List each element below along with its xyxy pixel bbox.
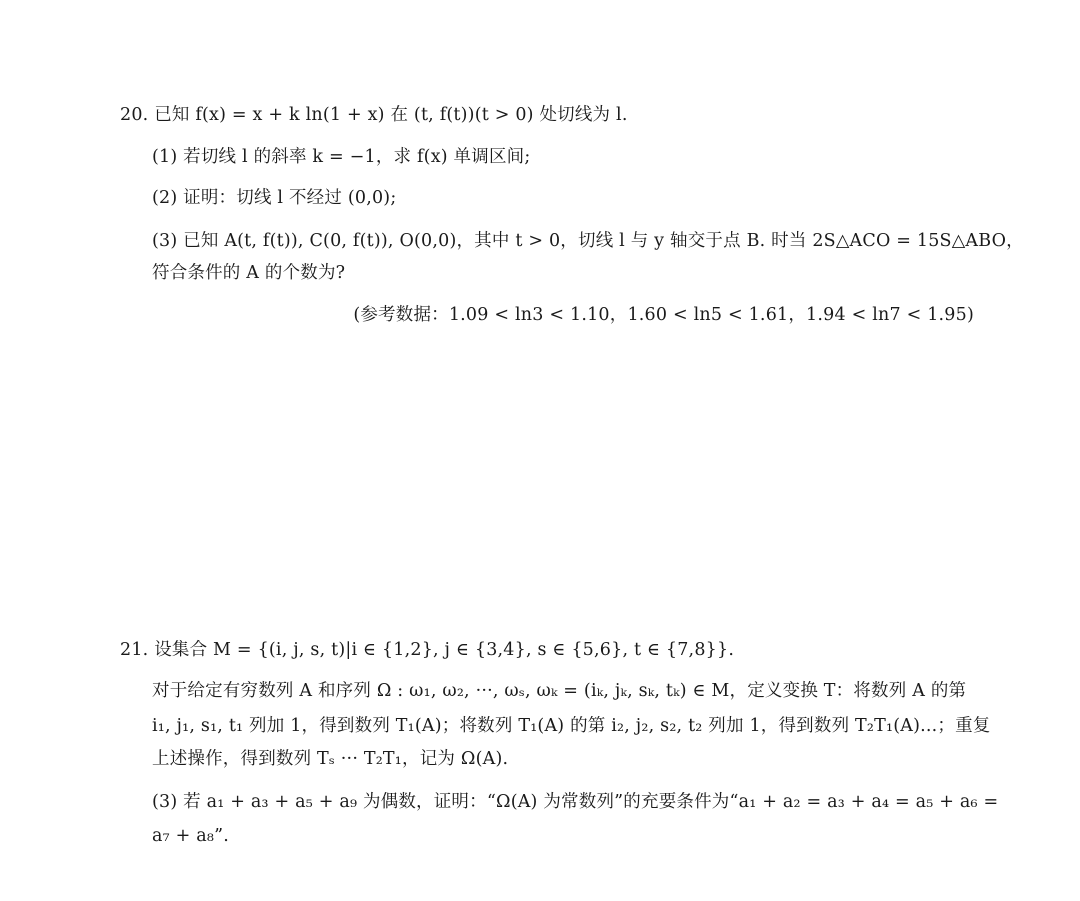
problem-20-part-3-continuation: 符合条件的 A 的个数为? xyxy=(152,263,346,283)
problem-21-body-line-3: 上述操作，得到数列 Tₛ ··· T₂T₁，记为 Ω(A). xyxy=(152,749,509,769)
problem-20-part-1: (1) 若切线 l 的斜率 k = −1，求 f(x) 单调区间; xyxy=(152,147,531,167)
reference-data-note: (参考数据：1.09 < ln3 < 1.10，1.60 < ln5 < 1.61，1.94 < ln7 < 1.95) xyxy=(353,305,974,325)
problem-20-part-3: (3) 已知 A(t, f(t)), C(0, f(t)), O(0,0)，其中 t > 0，切线 l 与 y 轴交于点 B. 时当 2S△ACO = 15S△ABO， xyxy=(152,231,1024,251)
problem-21-part-3: (3) 若 a₁ + a₃ + a₅ + a₉ 为偶数，证明：“Ω(A) 为常数列”的充要条件为“a₁ + a₂ = a₃ + a₄ = a₅ + a₆ = xyxy=(152,792,999,812)
problem-21-stem: 21. 设集合 M = {(i, j, s, t)|i ∈ {1,2}, j ∈ {3,4}, s ∈ {5,6}, t ∈ {7,8}}. xyxy=(120,640,735,660)
problem-20-stem: 20. 已知 f(x) = x + k ln(1 + x) 在 (t, f(t))(t > 0) 处切线为 l. xyxy=(120,105,628,125)
problem-21-part-3-continuation: a₇ + a₈”. xyxy=(152,826,229,846)
problem-21-body-line-2: i₁, j₁, s₁, t₁ 列加 1，得到数列 T₁(A)；将数列 T₁(A) 的第 i₂, j₂, s₂, t₂ 列加 1，得到数列 T₂T₁(A)...；重复 xyxy=(152,716,991,736)
problem-20-part-2: (2) 证明：切线 l 不经过 (0,0); xyxy=(152,188,397,208)
problem-21-body-line-1: 对于给定有穷数列 A 和序列 Ω : ω₁, ω₂, ···, ωₛ, ωₖ = (iₖ, jₖ, sₖ, tₖ) ∈ M，定义变换 T：将数列 A 的第 xyxy=(152,681,967,701)
